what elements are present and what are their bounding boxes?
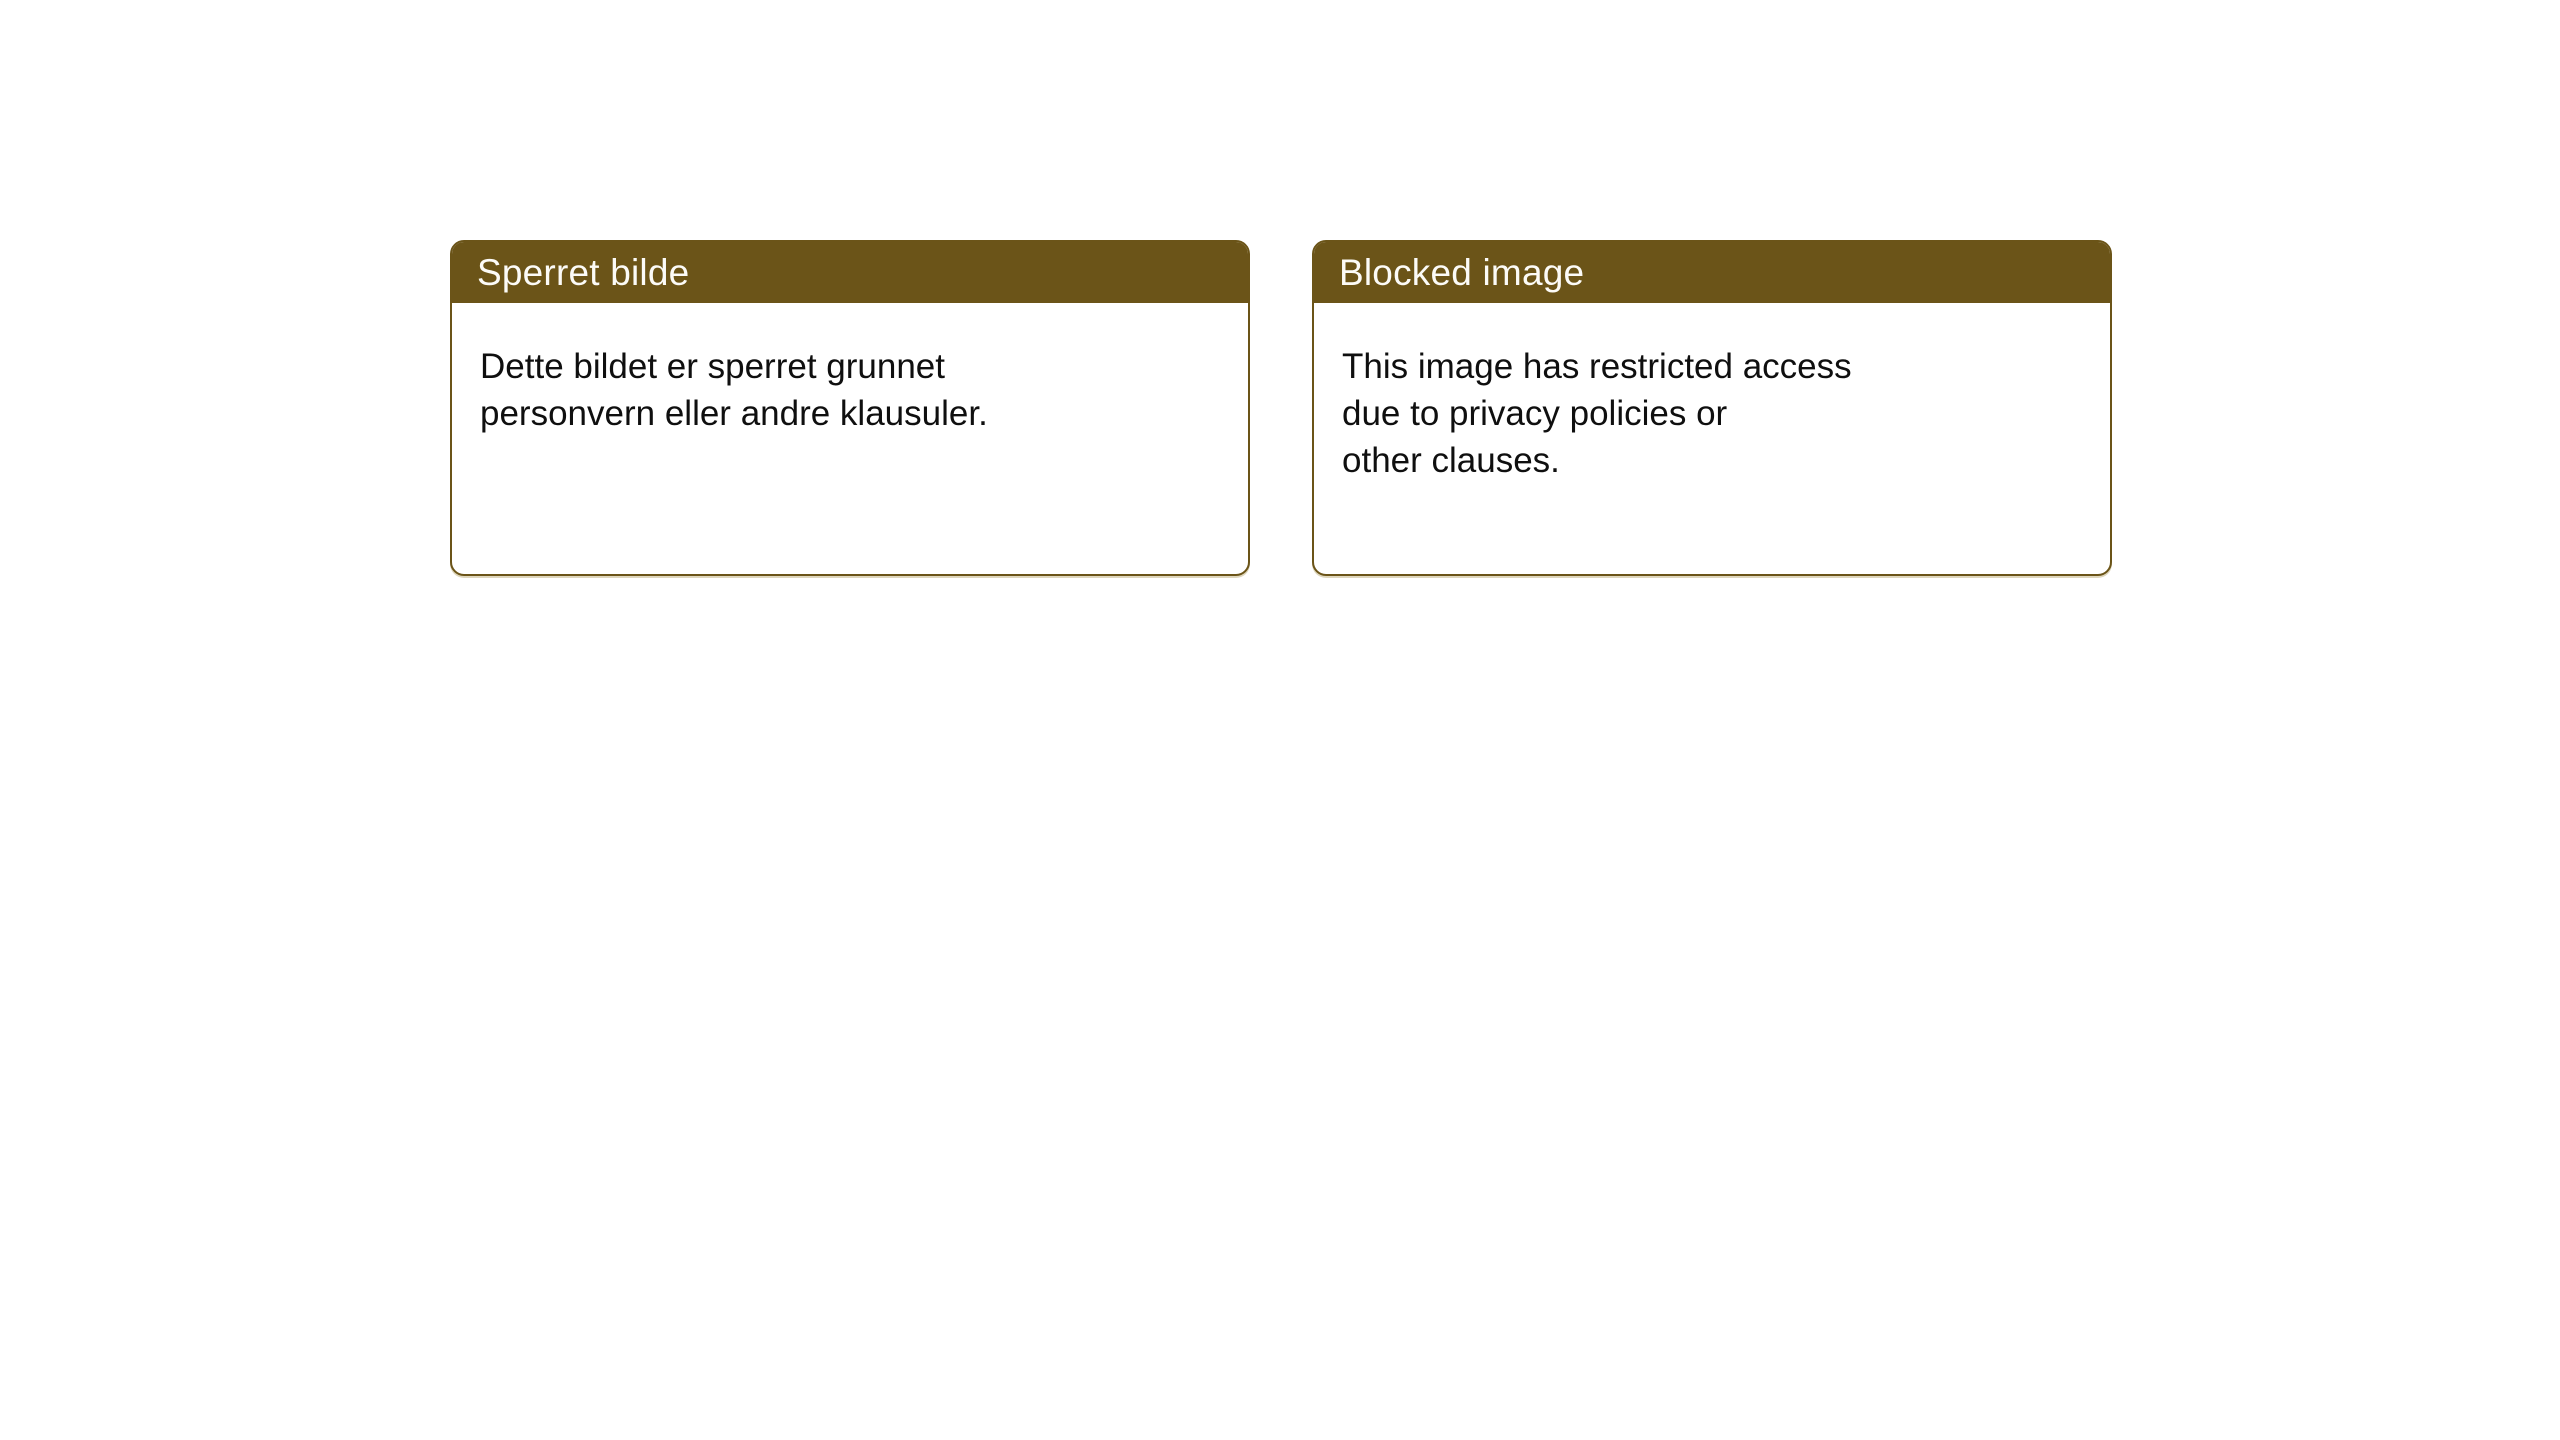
card-body-norwegian [452, 303, 1248, 437]
card-body-line: due to privacy policies or [1342, 394, 1728, 433]
card-header-norwegian [452, 242, 1248, 303]
card-body-line: This image has restricted access [1342, 347, 1852, 386]
card-title-english: Blocked image [1339, 251, 1585, 293]
card-header-english [1314, 242, 2110, 303]
card-title-norwegian: Sperret bilde [477, 251, 690, 293]
blocked-image-card-english [1312, 240, 2112, 576]
card-body-english [1314, 303, 2110, 484]
card-body-line: personvern eller andre klausuler. [480, 394, 988, 433]
card-body-line: Dette bildet er sperret grunnet [480, 347, 945, 386]
card-body-line: other clauses. [1342, 441, 1560, 480]
blocked-image-card-norwegian [450, 240, 1250, 576]
